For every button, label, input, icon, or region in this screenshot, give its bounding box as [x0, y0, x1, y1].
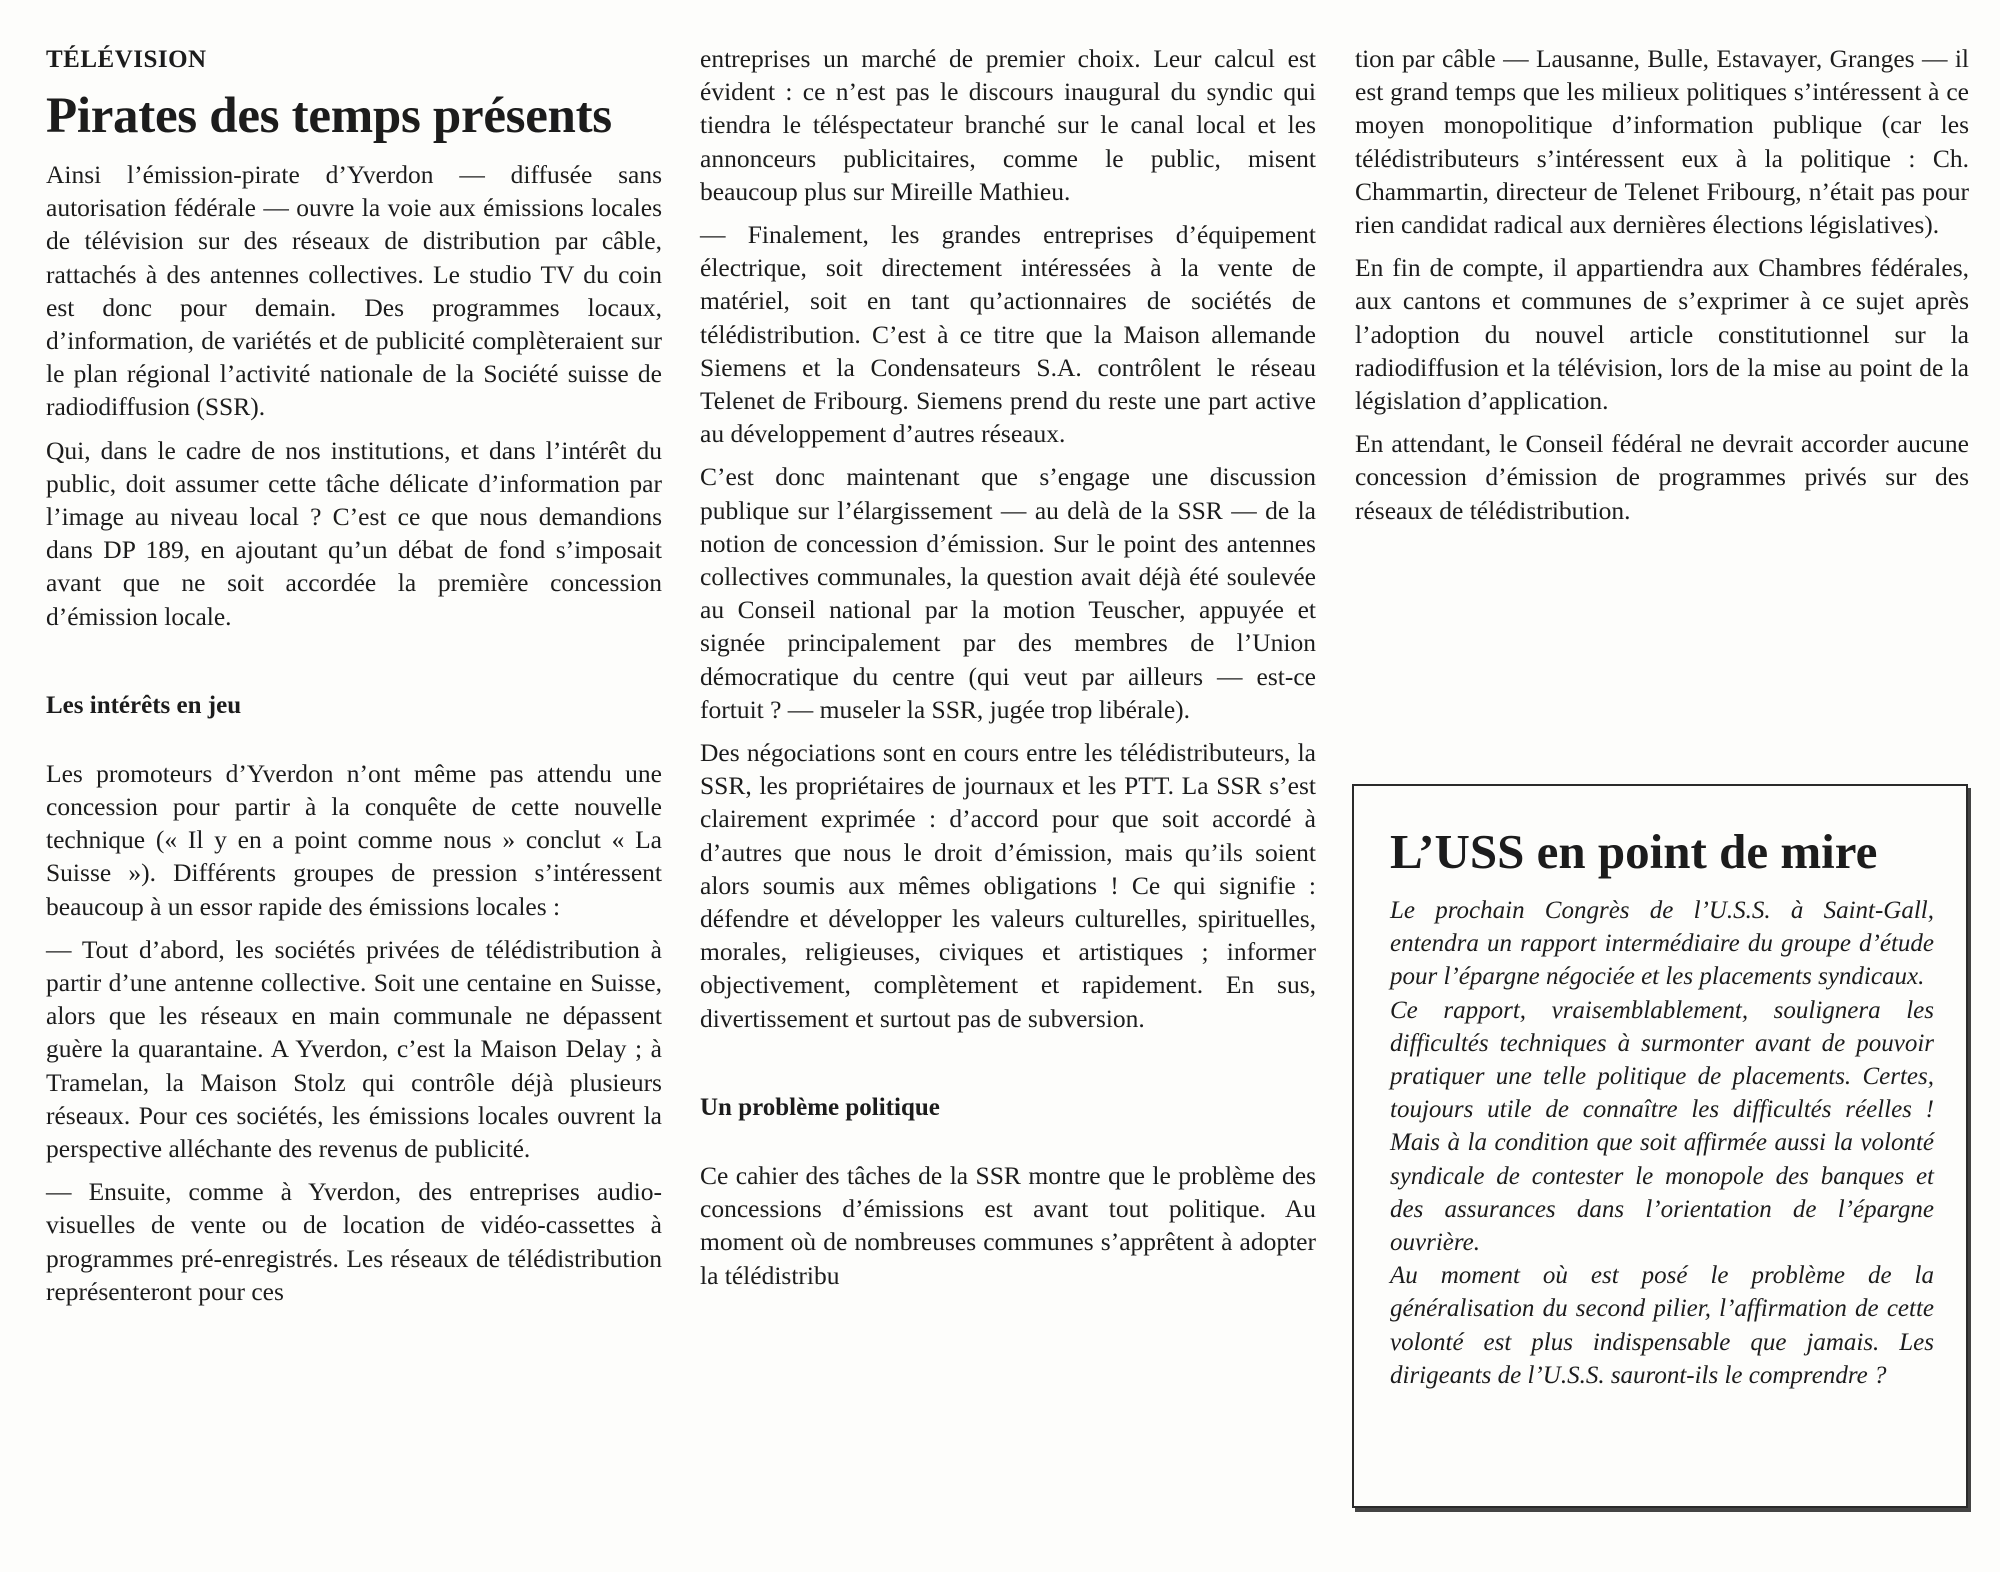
- subheading-interets: Les intérêts en jeu: [46, 691, 242, 719]
- article-paragraph-3: Les promoteurs d’Yverdon n’ont même pas attendu une concession pour partir à la conquête de cette nouvelle technique (« Il y en a point comme nous » conclut « La Suisse »). Différents groupes de pression s’intéressent beaucoup à un essor rapide des émissions locales :: [46, 758, 662, 921]
- article-paragraph-6: — Finalement, les grandes entreprises d’équipement électrique, soit directement intéressées à la vente de matériel, soit en tant qu’actionnaires de sociétés de télédistribution. C’est à ce titre que la Maison allemande Siemens et la Condensateurs S.A. contrôlent le réseau Telenet de Fribourg. Siemens prend du reste une part active au développement d’autres réseaux.: [700, 220, 1316, 449]
- box-paragraph-1: Le prochain Congrès de l’U.S.S. à Saint-Gall, entendra un rapport intermédiaire du groupe d’étude pour l’épargne négociée et les placements syndicaux.: [1390, 897, 1934, 991]
- uss-sidebar-box: [1352, 784, 1968, 1508]
- article-paragraph-5: — Ensuite, comme à Yverdon, des entreprises audio-visuelles de vente ou de location de vidéo-cassettes à programmes pré-enregistrés. Les réseaux de télédistribution représenteront pour ces: [46, 1177, 662, 1306]
- column-3: [1355, 42, 1969, 537]
- column-2: [700, 42, 1316, 1302]
- article-paragraph-4: — Tout d’abord, les sociétés privées de télédistribution à partir d’une antenne collective. Soit une centaine en Suisse, alors que les réseaux en main communale ne dépassent guère la quarantaine. A Yverdon, c’est la Maison Delay ; à Tramelan, la Maison Stolz qui contrôle déjà plusieurs réseaux. Pour ces sociétés, les émissions locales ouvrent la perspective alléchante des revenus de publicité.: [46, 934, 662, 1164]
- subheading-politique: Un problème politique: [700, 1093, 940, 1121]
- article-title: Pirates des temps présents: [46, 88, 612, 144]
- article-paragraph-8: Des négociations sont en cours entre les télédistributeurs, la SSR, les propriétaires de journaux et les PTT. La SSR s’est clairement exprimée : d’accord pour que soit accordé à d’autres que nous le droit d’émission, mais qu’ils soient alors soumis aux mêmes obligations ! Ce qui signifie : défendre et développer les valeurs culturelles, spirituelles, morales, religieuses, civiques et artistiques ; informer objectivement, complètement et rapidement. En sus, divertissement et surtout pas de subversion.: [700, 738, 1316, 1033]
- column-1: [46, 42, 662, 1308]
- section-label: TÉLÉVISION: [46, 46, 207, 73]
- article-paragraph-5-continued: entreprises un marché de premier choix. Leur calcul est évident : ce n’est pas le discours inaugural du syndic qui tiendra le téléspectateur branché sur le canal local et les annonceurs publicitaires, comme le public, misent beaucoup plus sur Mireille Mathieu.: [700, 44, 1316, 206]
- article-paragraph-2: Qui, dans le cadre de nos institutions, et dans l’intérêt du public, doit assumer cette tâche délicate d’information par l’image au niveau local ? C’est ce que nous demandions dans DP 189, en ajoutant qu’un débat de fond s’imposait avant que ne soit accordée la première concession d’émission locale.: [46, 435, 662, 631]
- article-paragraph-9: Ce cahier des tâches de la SSR montre que le problème des concessions d’émissions est avant tout politique. Au moment où de nombreuses communes s’apprêtent à adopter la télédistribu: [700, 1160, 1316, 1290]
- article-paragraph-1: Ainsi l’émission-pirate d’Yverdon — diffusée sans autorisation fédérale — ouvre la voie aux émissions locales de télévision sur des réseaux de distribution par câble, rattachés à des antennes collectives. Le studio TV du coin est donc pour demain. Des programmes locaux, d’information, de variétés et de publicité complèteraient sur le plan régional l’activité nationale de la Société suisse de radiodiffusion (SSR).: [46, 160, 662, 422]
- article-paragraph-11: En attendant, le Conseil fédéral ne devrait accorder aucune concession d’émission de programmes privés sur des réseaux de télédistribution.: [1355, 429, 1969, 525]
- article-paragraph-7: C’est donc maintenant que s’engage une discussion publique sur l’élargissement — au delà de la SSR — de la notion de concession d’émission. Sur le point des antennes collectives communales, la question avait déjà été soulevée au Conseil national par la motion Teuscher, appuyée et signée principalement par des membres de l’Union démocratique du centre (qui veut par ailleurs — est-ce fortuit ? — museler la SSR, jugée trop libérale).: [700, 462, 1316, 724]
- article-paragraph-9-continued: tion par câble — Lausanne, Bulle, Estavayer, Granges — il est grand temps que les milieux politiques s’intéressent à ce moyen monopolitique d’information publique (car les télédistributeurs s’intéressent eux à la politique : Ch. Chammartin, directeur de Telenet Fribourg, n’était pas pour rien candidat radical aux dernières élections législatives).: [1355, 44, 1969, 240]
- box-paragraph-2: Ce rapport, vraisemblablement, soulignera les difficultés techniques à surmonter avant de pouvoir pratiquer une telle politique de placements. Certes, toujours utile de connaître les difficultés réelles ! Mais à la condition que soit affirmée aussi la volonté syndicale de contester le monopole des banques et des assurances dans l’orientation de l’épargne ouvrière.: [1390, 996, 1934, 1257]
- box-paragraph-3: Au moment où est posé le problème de la généralisation du second pilier, l’affirmation de cette volonté est plus indispensable que jamais. Les dirigeants de l’U.S.S. sauront-ils le comprendre ?: [1390, 1262, 1934, 1389]
- box-title: L’USS en point de mire: [1390, 824, 1878, 879]
- article-paragraph-10: En fin de compte, il appartiendra aux Chambres fédérales, aux cantons et communes de s’exprimer à ce sujet après l’adoption du nouvel article constitutionnel sur la radiodiffusion et la télévision, lors de la mise au point de la législation d’application.: [1355, 253, 1969, 416]
